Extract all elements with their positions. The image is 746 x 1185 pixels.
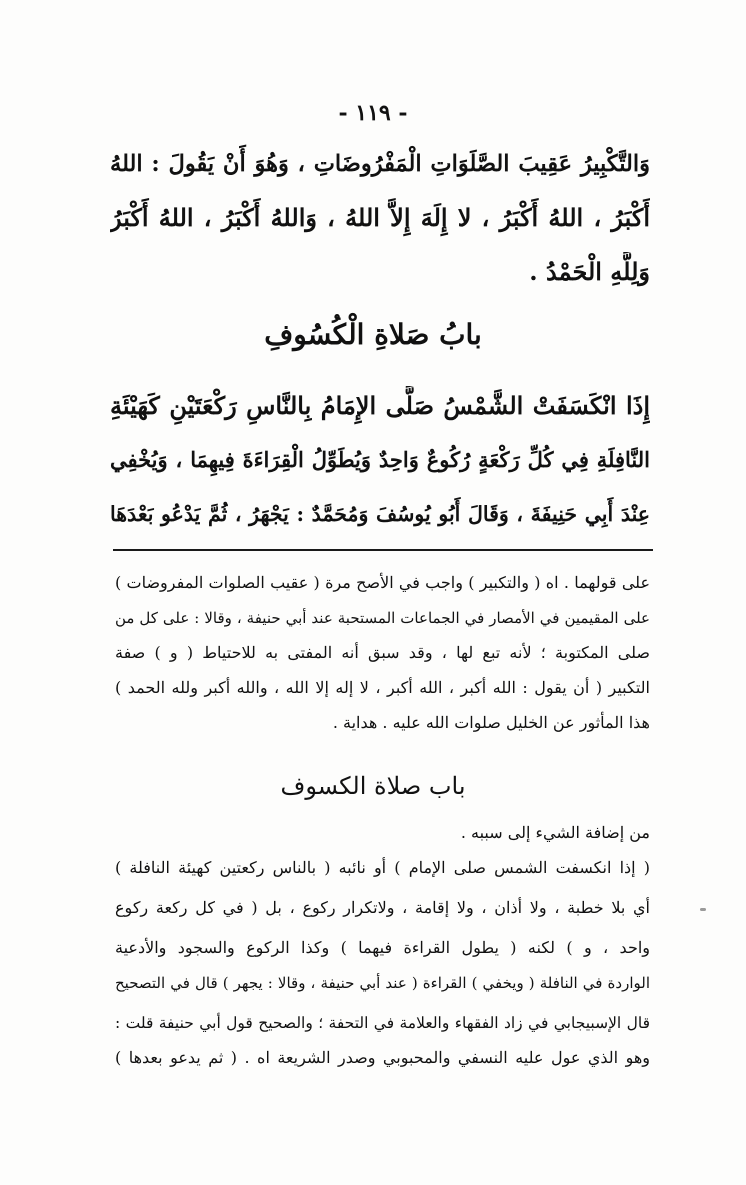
- commentary-line: الواردة في النافلة ( ويخفي ) القراءة ( عند أبي حنيفة ، وقالا : يجهر ) قال في التصحيح: [115, 974, 650, 992]
- commentary-line: ( إذا انكسفت الشمس صلى الإمام ) أو نائبه ( بالناس ركعتين كهيئة النافلة ): [115, 858, 650, 877]
- main-text-line: إِذَا انْكَسَفَتْ الشَّمْسُ صَلَّى الإِمَامُ بِالنَّاسِ رَكْعَتَيْنِ كَهَيْئَةِ: [110, 391, 650, 420]
- main-text-line: عِنْدَ أَبِي حَنِيفَةَ ، وَقَالَ أَبُو يُوسُفَ وَمُحَمَّدٌ : يَجْهَرُ ، ثُمَّ يَدْعُو بَعْدَهَا: [110, 502, 650, 526]
- main-text-line: وَلِلَّهِ الْحَمْدُ .: [529, 257, 650, 286]
- commentary-line: التكبير ( أن يقول : الله أكبر ، الله أكبر ، لا إله إلا الله ، والله أكبر ولله الحمد ): [115, 678, 650, 697]
- main-text-line: أَكْبَرُ ، اللهُ أَكْبَرُ ، لا إِلَهَ إِلاَّ اللهُ ، وَاللهُ أَكْبَرُ ، اللهُ أَكْبَرُ: [110, 203, 650, 232]
- main-text-line: وَالتَّكْبِيرُ عَقِيبَ الصَّلَوَاتِ الْمَفْرُوضَاتِ ، وَهُوَ أَنْ يَقُولَ : اللهُ: [110, 151, 650, 177]
- commentary-line: وهو الذي عول عليه النسفي والمحبوبي وصدر الشريعة اه . ( ثم يدعو بعدها ): [115, 1048, 650, 1067]
- scan-speck: [700, 908, 706, 911]
- footnote-separator: [113, 549, 653, 551]
- commentary-line: واحد ، و ) لكنه ( يطول القراءة فيهما ) وكذا الركوع والسجود والأدعية: [115, 938, 650, 957]
- chapter-heading: بابُ صَلاةِ الْكُسُوفِ: [264, 318, 482, 351]
- page-number: - ١١٩ -: [338, 100, 408, 126]
- commentary-line: هذا المأثور عن الخليل صلوات الله عليه . هداية .: [332, 713, 650, 732]
- commentary-chapter-heading: باب صلاة الكسوف: [280, 772, 466, 800]
- commentary-line: على قولهما . اه ( والتكبير ) واجب في الأصح مرة ( عقيب الصلوات المفروضات ): [115, 573, 650, 592]
- commentary-line: قال الإسبيجابي في زاد الفقهاء والعلامة في التحفة ؛ والصحيح قول أبي حنيفة قلت :: [115, 1014, 650, 1032]
- commentary-line: صلى المكتوبة ؛ لأنه تبع لها ، وقد سبق أنه المفتى به للاحتياط ( و ) صفة: [115, 643, 650, 662]
- commentary-line: أي بلا خطبة ، ولا أذان ، ولا إقامة ، ولاتكرار ركوع ، بل ( في كل ركعة ركوع: [115, 898, 650, 917]
- commentary-intro-line: من إضافة الشيء إلى سببه .: [460, 823, 650, 842]
- commentary-line: على المقيمين في الأمصار في الجماعات المستحبة عند أبي حنيفة ، وقالا : على كل من: [115, 609, 650, 627]
- main-text-line: النَّافِلَةِ فِي كُلِّ رَكْعَةٍ رُكُوعٌ وَاحِدٌ وَيُطَوِّلُ الْقِرَاءَةَ فِيهِمَا ، وَيُخْفِي: [110, 447, 650, 472]
